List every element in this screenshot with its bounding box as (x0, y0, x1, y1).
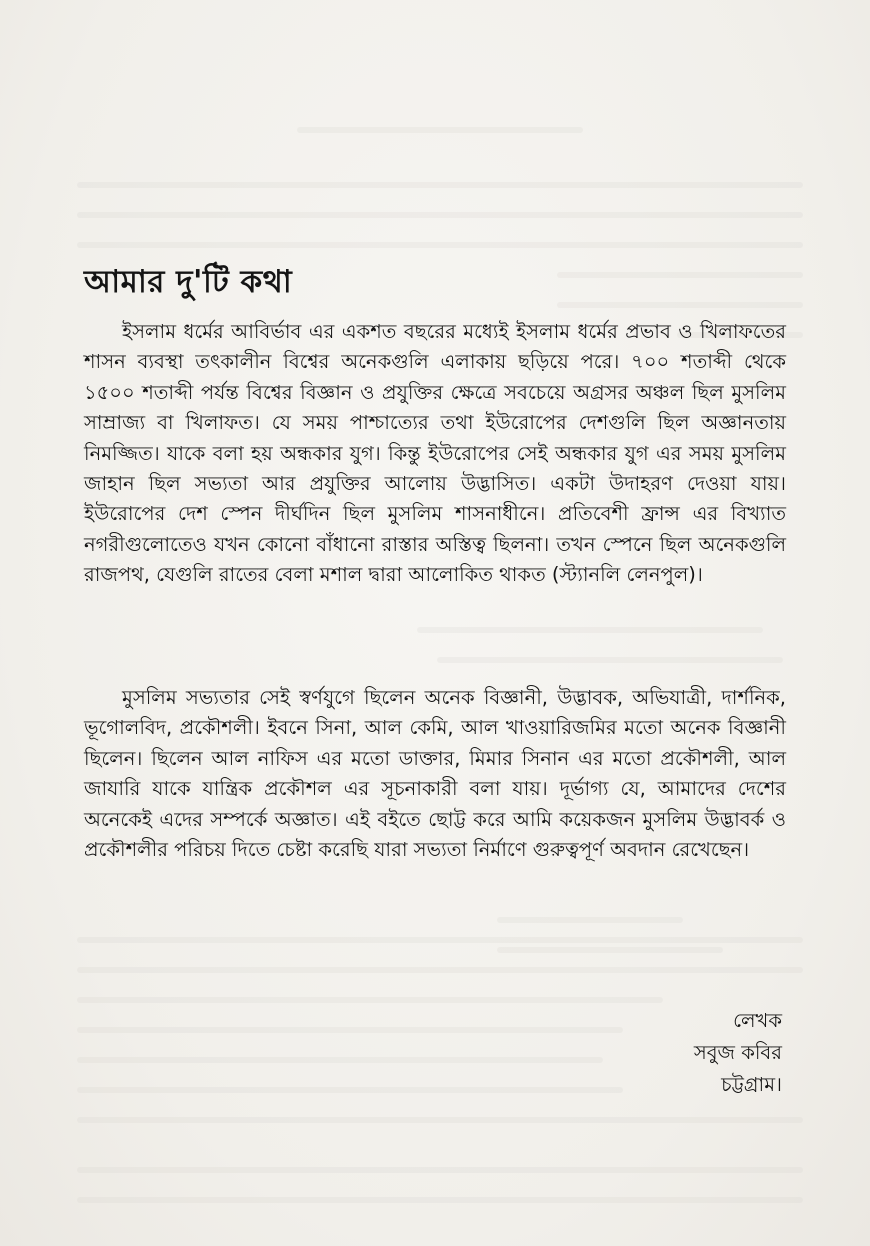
signature-name: সবুজ কবির (693, 1041, 782, 1064)
signature-place: চট্টগ্রাম। (721, 1073, 782, 1096)
page-heading: আমার দু'টি কথা (84, 264, 293, 300)
signature-role: লেখক (733, 1009, 782, 1032)
second-paragraph: মুসলিম সভ্যতার সেই স্বর্ণযুগে ছিলেন অনেক বিজ্ঞানী, উদ্ভাবক, অভিযাত্রী, দার্শনিক, ভূগোলবিদ, প্রকৌশলী। ইবনে সিনা, আল কেমি, আল খাওয়ারিজমির মতো অনেক বিজ্ঞানী ছিলেন। ছিলেন আল নাফিস এর মতো ডাক্তার, মিমার সিনান এর মতো প্রকৌশলী, আল জাযারি যাকে যান্ত্রিক প্রকৌশল এর সূচনাকারী বলা যায়। দূর্ভাগ্য যে, আমাদের দেশের অনেকেই এদের সম্পর্কে অজ্ঞাত। এই বইতে ছোট্ট করে আমি কয়েকজন মুসলিম উদ্ভাবর্ক ও প্রকৌশলীর পরিচয় দিতে চেষ্টা করেছি যারা সভ্যতা নির্মাণে গুরুত্বপূর্ণ অবদান রেখেছেন। (84, 686, 786, 862)
author-signature (694, 1005, 782, 1101)
intro-paragraph: ইসলাম ধর্মের আবির্ভাব এর একশত বছরের মধ্যেই ইসলাম ধর্মের প্রভাব ও খিলাফতের শাসন ব্যবস্থা তৎকালীন বিশ্বের অনেকগুলি এলাকায় ছড়িয়ে পরে। ৭০০ শতাব্দী থেকে ১৫০০ শতাব্দী পর্যন্ত বিশ্বের বিজ্ঞান ও প্রযুক্তির ক্ষেত্রে সবচেয়ে অগ্রসর অঞ্চল ছিল মুসলিম সাম্রাজ্য বা খিলাফত। যে সময় পাশ্চাত্যের তথা ইউরোপের দেশগুলি ছিল অজ্ঞানতায় নিমজ্জিত। যাকে বলা হয় অন্ধকার যুগ। কিন্তু ইউরোপের সেই অন্ধকার যুগ এর সময় মুসলিম জাহান ছিল সভ্যতা আর প্রযুক্তির আলোয় উদ্ভাসিত। একটা উদাহরণ দেওয়া যায়। ইউরোপের দেশ স্পেন দীর্ঘদিন ছিল মুসলিম শাসনাধীনে। প্রতিবেশী ফ্রান্স এর বিখ্যাত নগরীগুলোতেও যখন কোনো বাঁধানো রাস্তার অস্তিত্ব ছিলনা। তখন স্পেনে ছিল অনেকগুলি রাজপথ, যেগুলি রাতের বেলা মশাল দ্বারা আলোকিত থাকত (স্ট্যানলি লেনপুল)। (84, 320, 786, 587)
